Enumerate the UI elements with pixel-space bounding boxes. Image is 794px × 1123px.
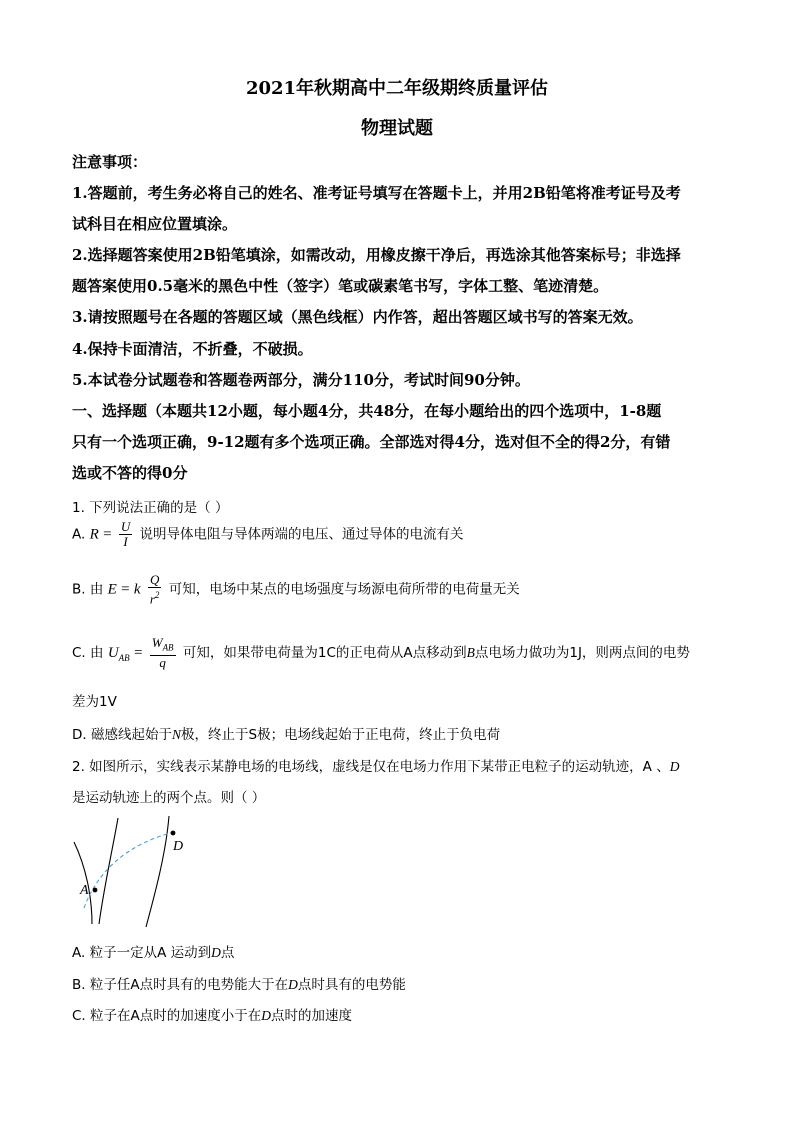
option-text: D. 磁感线起始于 <box>72 727 172 743</box>
point-a-label: A <box>80 883 89 898</box>
notice-line: 2.选择题答案使用2B铅笔填涂，如需改动，用橡皮擦干净后，再选涂其他答案标号；非选择 <box>72 246 681 264</box>
notice-heading: 注意事项： <box>72 153 148 171</box>
point-label: D <box>288 977 298 992</box>
option-label: C. 由 <box>72 644 104 661</box>
field-line <box>146 816 169 927</box>
option-text: 点时具有的电势能 <box>297 977 406 993</box>
numerator-subscript: AB <box>162 642 174 653</box>
fraction-denominator <box>148 587 162 606</box>
q2-option-b <box>72 973 406 993</box>
formula-eq: = <box>133 644 143 661</box>
denominator-exponent: 2 <box>154 590 160 600</box>
option-label: B. 由 <box>72 581 104 598</box>
q1-option-d <box>72 723 500 743</box>
option-text: 可知，如果带电荷量为1C的正电荷从A点移动到 <box>182 644 467 661</box>
section-heading-line: 一、选择题（本题共12小题，每小题4分，共48分，在每小题给出的四个选项中，1-8题 <box>72 402 662 420</box>
formula-eq: = <box>103 526 112 543</box>
q2-stem <box>72 755 679 775</box>
notice-line: 题答案使用0.5毫米的黑色中性（签字）笔或碳素笔书写，字体工整、笔迹清楚。 <box>72 277 609 295</box>
lhs-subscript: AB <box>118 652 130 663</box>
fraction <box>150 636 176 670</box>
formula-k: k <box>133 581 141 598</box>
option-text: C. 粒子在A点时的加速度小于在 <box>72 1008 262 1024</box>
point-label: D <box>211 945 221 960</box>
fraction <box>148 573 162 606</box>
formula-eq: = <box>121 581 130 598</box>
field-line <box>99 818 118 924</box>
section-heading-line: 选或不答的得0分 <box>72 464 188 482</box>
notice-line: 5.本试卷分试题卷和答题卷两部分，满分110分，考试时间90分钟。 <box>72 371 530 389</box>
formula-lhs <box>108 645 130 661</box>
section-heading-line: 只有一个选项正确，9-12题有多个选项正确。全部选对得4分，选对但不全的得2分，有错 <box>72 433 671 451</box>
q2-stem-cont: 是运动轨迹上的两个点。则（ ） <box>72 790 266 806</box>
q2-option-a <box>72 941 234 961</box>
point-label: D <box>261 1008 271 1023</box>
q2-option-c <box>72 1004 352 1024</box>
fraction-numerator: U <box>120 519 131 534</box>
electric-field-figure <box>68 812 208 932</box>
option-text: 点 <box>220 945 235 961</box>
option-label: A. <box>72 526 86 543</box>
denominator-base: r <box>149 591 155 607</box>
fraction-numerator: Q <box>149 572 160 587</box>
point-label: D <box>669 759 680 774</box>
fraction-denominator: I <box>119 534 132 549</box>
notice-line: 1.答题前，考生务必将自己的姓名、准考证号填写在答题卡上，并用2B铅笔将准考证号及考 <box>72 184 681 202</box>
option-text: 点电场力做功为1J，则两点间的电势 <box>474 644 690 661</box>
fraction <box>119 520 132 549</box>
exam-title: 2021年秋期高中二年级期终质量评估 <box>245 78 549 99</box>
option-text: B. 粒子任A点时具有的电势能大于在 <box>72 977 289 993</box>
point-d-marker <box>171 831 176 836</box>
q1-option-c <box>72 636 690 670</box>
exam-subtitle: 物理试题 <box>361 118 433 139</box>
option-text: 说明导体电阻与导体两端的电压、通过导体的电流有关 <box>139 526 464 543</box>
point-d-label: D <box>173 839 184 854</box>
stem-text: 2. 如图所示，实线表示某静电场的电场线，虚线是仅在电场力作用下某带正电粒子的运动轨迹，A 、 <box>72 759 670 775</box>
formula-lhs: R <box>89 526 99 543</box>
fraction-denominator: q <box>150 655 176 670</box>
option-text: 点时的加速度 <box>271 1008 352 1024</box>
point-label: B <box>466 644 475 660</box>
pole-label: N <box>171 727 181 742</box>
option-text: 可知，电场中某点的电场强度与场源电荷所带的电荷量无关 <box>168 581 520 598</box>
q1-stem: 1. 下列说法正确的是（ ） <box>72 500 229 516</box>
numerator-base: W <box>151 635 163 650</box>
q1-option-b <box>72 573 520 606</box>
lhs-base: U <box>107 644 119 661</box>
fraction-numerator <box>150 636 176 655</box>
option-text: 极，终止于S极；电场线起始于正电荷，终止于负电荷 <box>181 727 501 743</box>
q1-option-c-cont: 差为1V <box>72 694 117 710</box>
q1-option-a <box>72 520 464 549</box>
notice-line: 3.请按照题号在各题的答题区域（黑色线框）内作答，超出答题区域书写的答案无效。 <box>72 308 643 326</box>
notice-line: 试科目在相应位置填涂。 <box>72 215 238 233</box>
option-text: A. 粒子一定从A 运动到 <box>72 945 212 961</box>
formula-lhs: E <box>107 581 117 598</box>
notice-line: 4.保持卡面清洁，不折叠，不破损。 <box>72 340 313 358</box>
point-a-marker <box>93 888 98 893</box>
